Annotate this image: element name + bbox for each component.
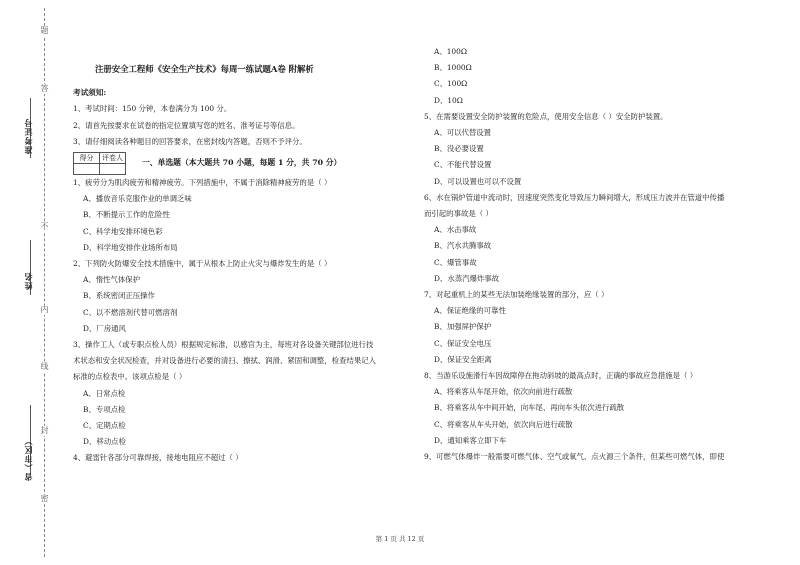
answer-option: C、不能代替设置	[434, 160, 492, 170]
score-cell-value	[74, 164, 100, 175]
question-text-continued: 术状态和安全状况检查，并对设备进行必要的清扫、擦拭、润滑、紧固和调整，检查结果记入	[73, 356, 377, 366]
seal-tick: 密	[40, 494, 49, 503]
answer-option: D、通知乘客立即下车	[434, 435, 507, 445]
answer-option: B、不断提示工作的危险性	[83, 210, 170, 220]
question-list-right	[424, 44, 764, 465]
section-heading: 一、单选题（本大题共 70 小题，每题 1 分，共 70 分）	[142, 158, 342, 168]
grader-cell-label: 评卷人	[100, 153, 126, 164]
score-cell-label: 得分	[74, 153, 100, 164]
question-text-continued: 而引起的事故是（ ）	[424, 209, 493, 219]
answer-option: B、将乘客从车中间开始，向车尾、再向车头依次进行疏散	[434, 403, 625, 413]
answer-option: D、厂房通风	[83, 323, 126, 333]
answer-option: A、保证绝缘的可靠性	[434, 306, 506, 316]
answer-option: C、爆管事故	[434, 257, 477, 267]
question-text: 6、水在锅炉管道中流动时，因速度突然变化导致压力瞬间增大，形成压力波并在管道中传播	[424, 192, 725, 202]
question-text-continued: 标准的点检表中。该项点检是（ ）	[73, 372, 187, 382]
page-footer: 第 1 页 共 12 页	[375, 535, 425, 543]
answer-option: A、日常点检	[83, 388, 126, 398]
name-label: 姓名	[23, 272, 33, 290]
answer-option: B、专项点检	[83, 404, 126, 414]
notice-item: 2、请首先按要求在试卷的指定位置填写您的姓名、准考证号等信息。	[73, 120, 300, 130]
answer-option: C、将乘客从车头开始，依次向后进行疏散	[434, 419, 573, 429]
grader-cell-value	[100, 164, 126, 175]
region-label: 省（市区）	[23, 436, 33, 481]
question-text: 4、避雷针各部分可靠焊接，接地电阻应不超过（ ）	[73, 453, 243, 463]
answer-option: C、以不燃溶剂代替可燃溶剂	[83, 307, 178, 317]
notice-item: 1、考试时间：150 分钟，本卷满分为 100 分。	[73, 104, 232, 114]
binding-margin	[0, 0, 60, 565]
answer-option: D、可以设置也可以不设置	[434, 176, 522, 186]
answer-option: A、播放音乐克服作业的单调乏味	[83, 194, 192, 204]
section-header-row	[73, 152, 413, 175]
seal-tick: 线	[40, 362, 49, 371]
seal-tick: 不	[40, 222, 49, 231]
question-text: 1、疲劳分为肌肉疲劳和精神疲劳。下列措施中，不属于消除精神疲劳的是（ ）	[73, 178, 332, 188]
exam-id-label: 准考证号	[23, 118, 33, 154]
answer-option: A、可以代替设置	[434, 128, 492, 138]
answer-option: B、没必要设置	[434, 144, 484, 154]
answer-option: C、100Ω	[434, 79, 468, 89]
answer-option: D、科学地安排作业场所布局	[83, 242, 178, 252]
answer-option: A、惰性气体保护	[83, 275, 141, 285]
seal-tick: 内	[40, 305, 49, 314]
answer-option: D、10Ω	[434, 95, 463, 105]
answer-option: B、汽水共腾事故	[434, 241, 492, 251]
answer-option: C、定期点检	[83, 421, 126, 431]
page-title: 注册安全工程师《安全生产技术》每周一练试题A卷 附解析	[95, 64, 314, 74]
question-text: 2、下列防火防爆安全技术措施中，属于从根本上防止火灾与爆炸发生的是（ ）	[73, 259, 332, 269]
score-table	[73, 152, 126, 175]
answer-option: B、系统密闭正压操作	[83, 291, 155, 301]
seal-tick: 题	[40, 26, 49, 35]
question-text: 9、可燃气体爆炸一般需要可燃气体、空气或氧气、点火源三个条件，但某些可燃气体，即使	[424, 452, 725, 462]
answer-option: D、保证安全距离	[434, 354, 492, 364]
answer-option: B、1000Ω	[434, 63, 472, 73]
question-text: 5、在需要设置安全防护装置的危险点，使用安全信息（ ）安全防护装置。	[424, 111, 668, 121]
notice-item: 3、请仔细阅读各种题目的回答要求，在密封线内答题，否则不予评分。	[73, 136, 307, 146]
right-column	[424, 44, 764, 465]
left-column	[73, 52, 413, 467]
answer-option: D、水蒸汽爆炸事故	[434, 273, 500, 283]
question-text: 8、当游乐设施滑行车因故障停在拖动斜坡的最高点时，正确的事故应急措施是（ ）	[424, 371, 698, 381]
answer-option: A、100Ω	[434, 47, 467, 56]
answer-option: C、保证安全电压	[434, 338, 492, 348]
answer-option: D、移动点检	[83, 437, 126, 447]
question-list-left	[73, 175, 413, 467]
answer-option: A、将乘客从车尾开始，依次向前进行疏散	[434, 387, 573, 397]
answer-option: C、科学地安排环境色彩	[83, 226, 163, 236]
seal-tick: 答	[40, 84, 49, 93]
answer-option: A、水击事故	[434, 225, 477, 235]
question-text: 3、操作工人（或专职点检人员）根据规定标准，以感官为主，每班对各设备关键部位进行技	[73, 340, 374, 350]
answer-option: B、加强屏护保护	[434, 322, 492, 332]
question-text: 7、对起重机上的某些无法加装绝缘装置的部分，应（ ）	[424, 290, 609, 300]
seal-tick: 封	[40, 426, 49, 435]
notice-heading: 考试须知:	[73, 88, 107, 98]
